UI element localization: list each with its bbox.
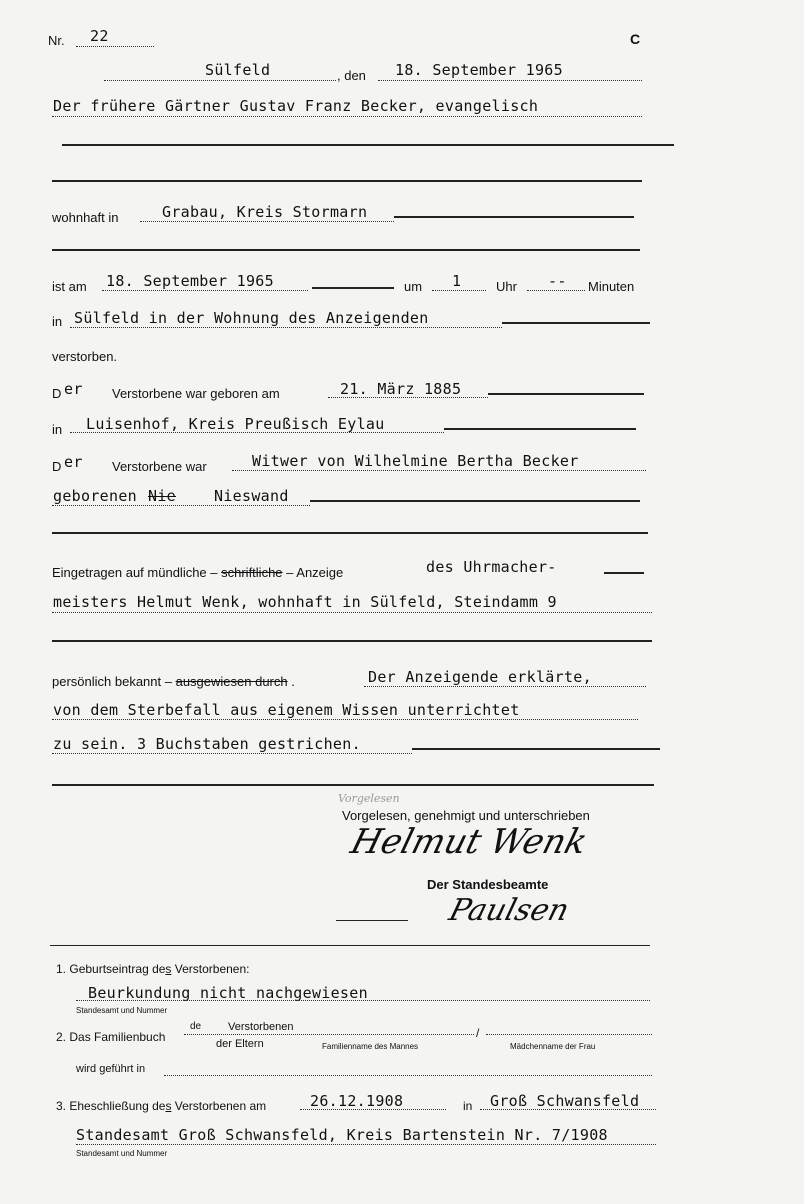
residence-line <box>140 221 394 222</box>
deceased-underline <box>52 116 642 117</box>
birth-place-line <box>70 432 444 433</box>
rule <box>52 784 654 786</box>
status-d: D <box>52 459 62 474</box>
nr-line <box>76 46 154 47</box>
f3-in: in <box>463 1099 473 1113</box>
rule <box>502 322 650 324</box>
residence-label: wohnhaft in <box>52 210 119 225</box>
minutes-line <box>527 290 585 291</box>
uhr-label: Uhr <box>496 279 517 294</box>
rule <box>336 920 408 921</box>
f1-caption: Standesamt und Nummer <box>76 1006 168 1015</box>
f2-cap-man: Familienname des Mannes <box>322 1042 419 1051</box>
deceased-line: Der frühere Gärtner Gustav Franz Becker, evangelisch <box>53 97 539 115</box>
rule <box>52 249 640 251</box>
birth-d: D <box>52 386 62 401</box>
um-label: um <box>404 279 423 294</box>
f3-label: 3. Eheschließung des Verstorbenen am <box>56 1099 267 1113</box>
status-label: Verstorbene war <box>112 459 207 474</box>
f2-line <box>184 1034 474 1035</box>
known-line3 <box>52 753 412 754</box>
birth-date-line <box>328 397 488 398</box>
birth-date: 21. März 1885 <box>340 380 462 398</box>
corner-mark: C <box>630 31 641 47</box>
geboren-name: Nieswand <box>214 487 289 505</box>
verstorben-label: verstorben. <box>52 349 118 364</box>
geboren-line <box>52 505 310 506</box>
rule <box>52 640 652 642</box>
death-place-value: Sülfeld in der Wohnung des Anzeigenden <box>74 309 429 327</box>
registrar-label: Der Standesbeamte <box>427 877 549 892</box>
ist-am-label: ist am <box>52 279 87 294</box>
status-value: Witwer von Wilhelmine Bertha Becker <box>252 452 579 470</box>
geboren-prefix: geborenen <box>53 487 137 505</box>
f2-eltern: der Eltern <box>216 1038 264 1050</box>
known-text2: von dem Sterbefall aus eigenem Wissen unterrichtet <box>53 701 520 719</box>
f1-value: Beurkundung nicht nachgewiesen <box>88 984 368 1002</box>
death-place-in: in <box>52 314 63 329</box>
birth-label: Verstorbene war geboren am <box>112 386 280 401</box>
status-er: er <box>64 453 83 471</box>
death-place-line <box>70 327 502 328</box>
rule <box>604 572 644 574</box>
registered-value2: meisters Helmut Wenk, wohnhaft in Sülfeld, Steindamm 9 <box>53 593 557 611</box>
rule <box>62 144 674 146</box>
rule <box>488 393 644 395</box>
date-line <box>378 80 642 81</box>
rule <box>394 216 634 218</box>
known-text3: zu sein. 3 Buchstaben gestrichen. <box>53 735 361 753</box>
known-text1: Der Anzeigende erklärte, <box>368 668 592 686</box>
nr-label: Nr. <box>48 33 65 48</box>
f3-value-line <box>76 1144 656 1145</box>
f3-date: 26.12.1908 <box>310 1092 404 1110</box>
minuten-label: Minuten <box>588 279 635 294</box>
f2-verst: Verstorbenen <box>228 1021 294 1033</box>
birth-place-in: in <box>52 422 63 437</box>
rule <box>310 500 640 502</box>
f2-line2 <box>486 1034 652 1035</box>
known-line2 <box>52 719 638 720</box>
death-date: 18. September 1965 <box>106 272 274 290</box>
rule <box>444 428 636 430</box>
f1-label: 1. Geburtseintrag des Verstorbenen: <box>56 962 250 976</box>
death-minutes: -- <box>548 272 567 290</box>
f3-value: Standesamt Groß Schwansfeld, Kreis Bartenstein Nr. 7/1908 <box>76 1126 608 1144</box>
registered-value1: des Uhrmacher- <box>426 558 557 576</box>
f3-caption: Standesamt und Nummer <box>76 1149 168 1158</box>
residence-value: Grabau, Kreis Stormarn <box>162 203 368 221</box>
status-line <box>232 470 646 471</box>
registered-line <box>52 612 652 613</box>
f3-place-line <box>480 1109 656 1110</box>
nr-value: 22 <box>90 27 109 45</box>
f1-line <box>76 1000 650 1001</box>
f3-place: Groß Schwansfeld <box>490 1092 640 1110</box>
den-label: , den <box>337 68 366 83</box>
death-hour: 1 <box>452 272 462 290</box>
f2-slash: / <box>476 1026 480 1040</box>
rule <box>52 180 642 182</box>
faint-stamp: Vorgelesen <box>338 792 400 805</box>
rule <box>52 532 648 534</box>
place-value: Sülfeld <box>205 61 271 79</box>
f2-label: 2. Das Familienbuch <box>56 1030 166 1044</box>
death-date-line <box>102 290 308 291</box>
geboren-struck: Nie <box>148 487 176 505</box>
registered-label: Eingetragen auf mündliche – schriftliche – Anzeige <box>52 565 344 580</box>
birth-place-value: Luisenhof, Kreis Preußisch Eylau <box>86 415 385 433</box>
registrar-signature: Paulsen <box>445 893 573 928</box>
f2-wird-line <box>164 1075 652 1076</box>
read-label: Vorgelesen, genehmigt und unterschrieben <box>342 808 590 823</box>
known-line1 <box>364 686 646 687</box>
f2-cap-woman: Mädchenname der Frau <box>510 1042 596 1051</box>
rule <box>50 945 650 946</box>
informant-signature: Helmut Wenk <box>346 822 592 862</box>
f3-date-line <box>300 1109 446 1110</box>
known-label: persönlich bekannt – ausgewiesen durch . <box>52 674 295 689</box>
date-value: 18. September 1965 <box>395 61 563 79</box>
rule <box>312 287 394 289</box>
f2-wird: wird geführt in <box>76 1063 146 1075</box>
hour-line <box>432 290 486 291</box>
f2-de: de <box>190 1021 202 1032</box>
birth-er: er <box>64 380 83 398</box>
rule <box>412 748 660 750</box>
place-line <box>104 80 336 81</box>
